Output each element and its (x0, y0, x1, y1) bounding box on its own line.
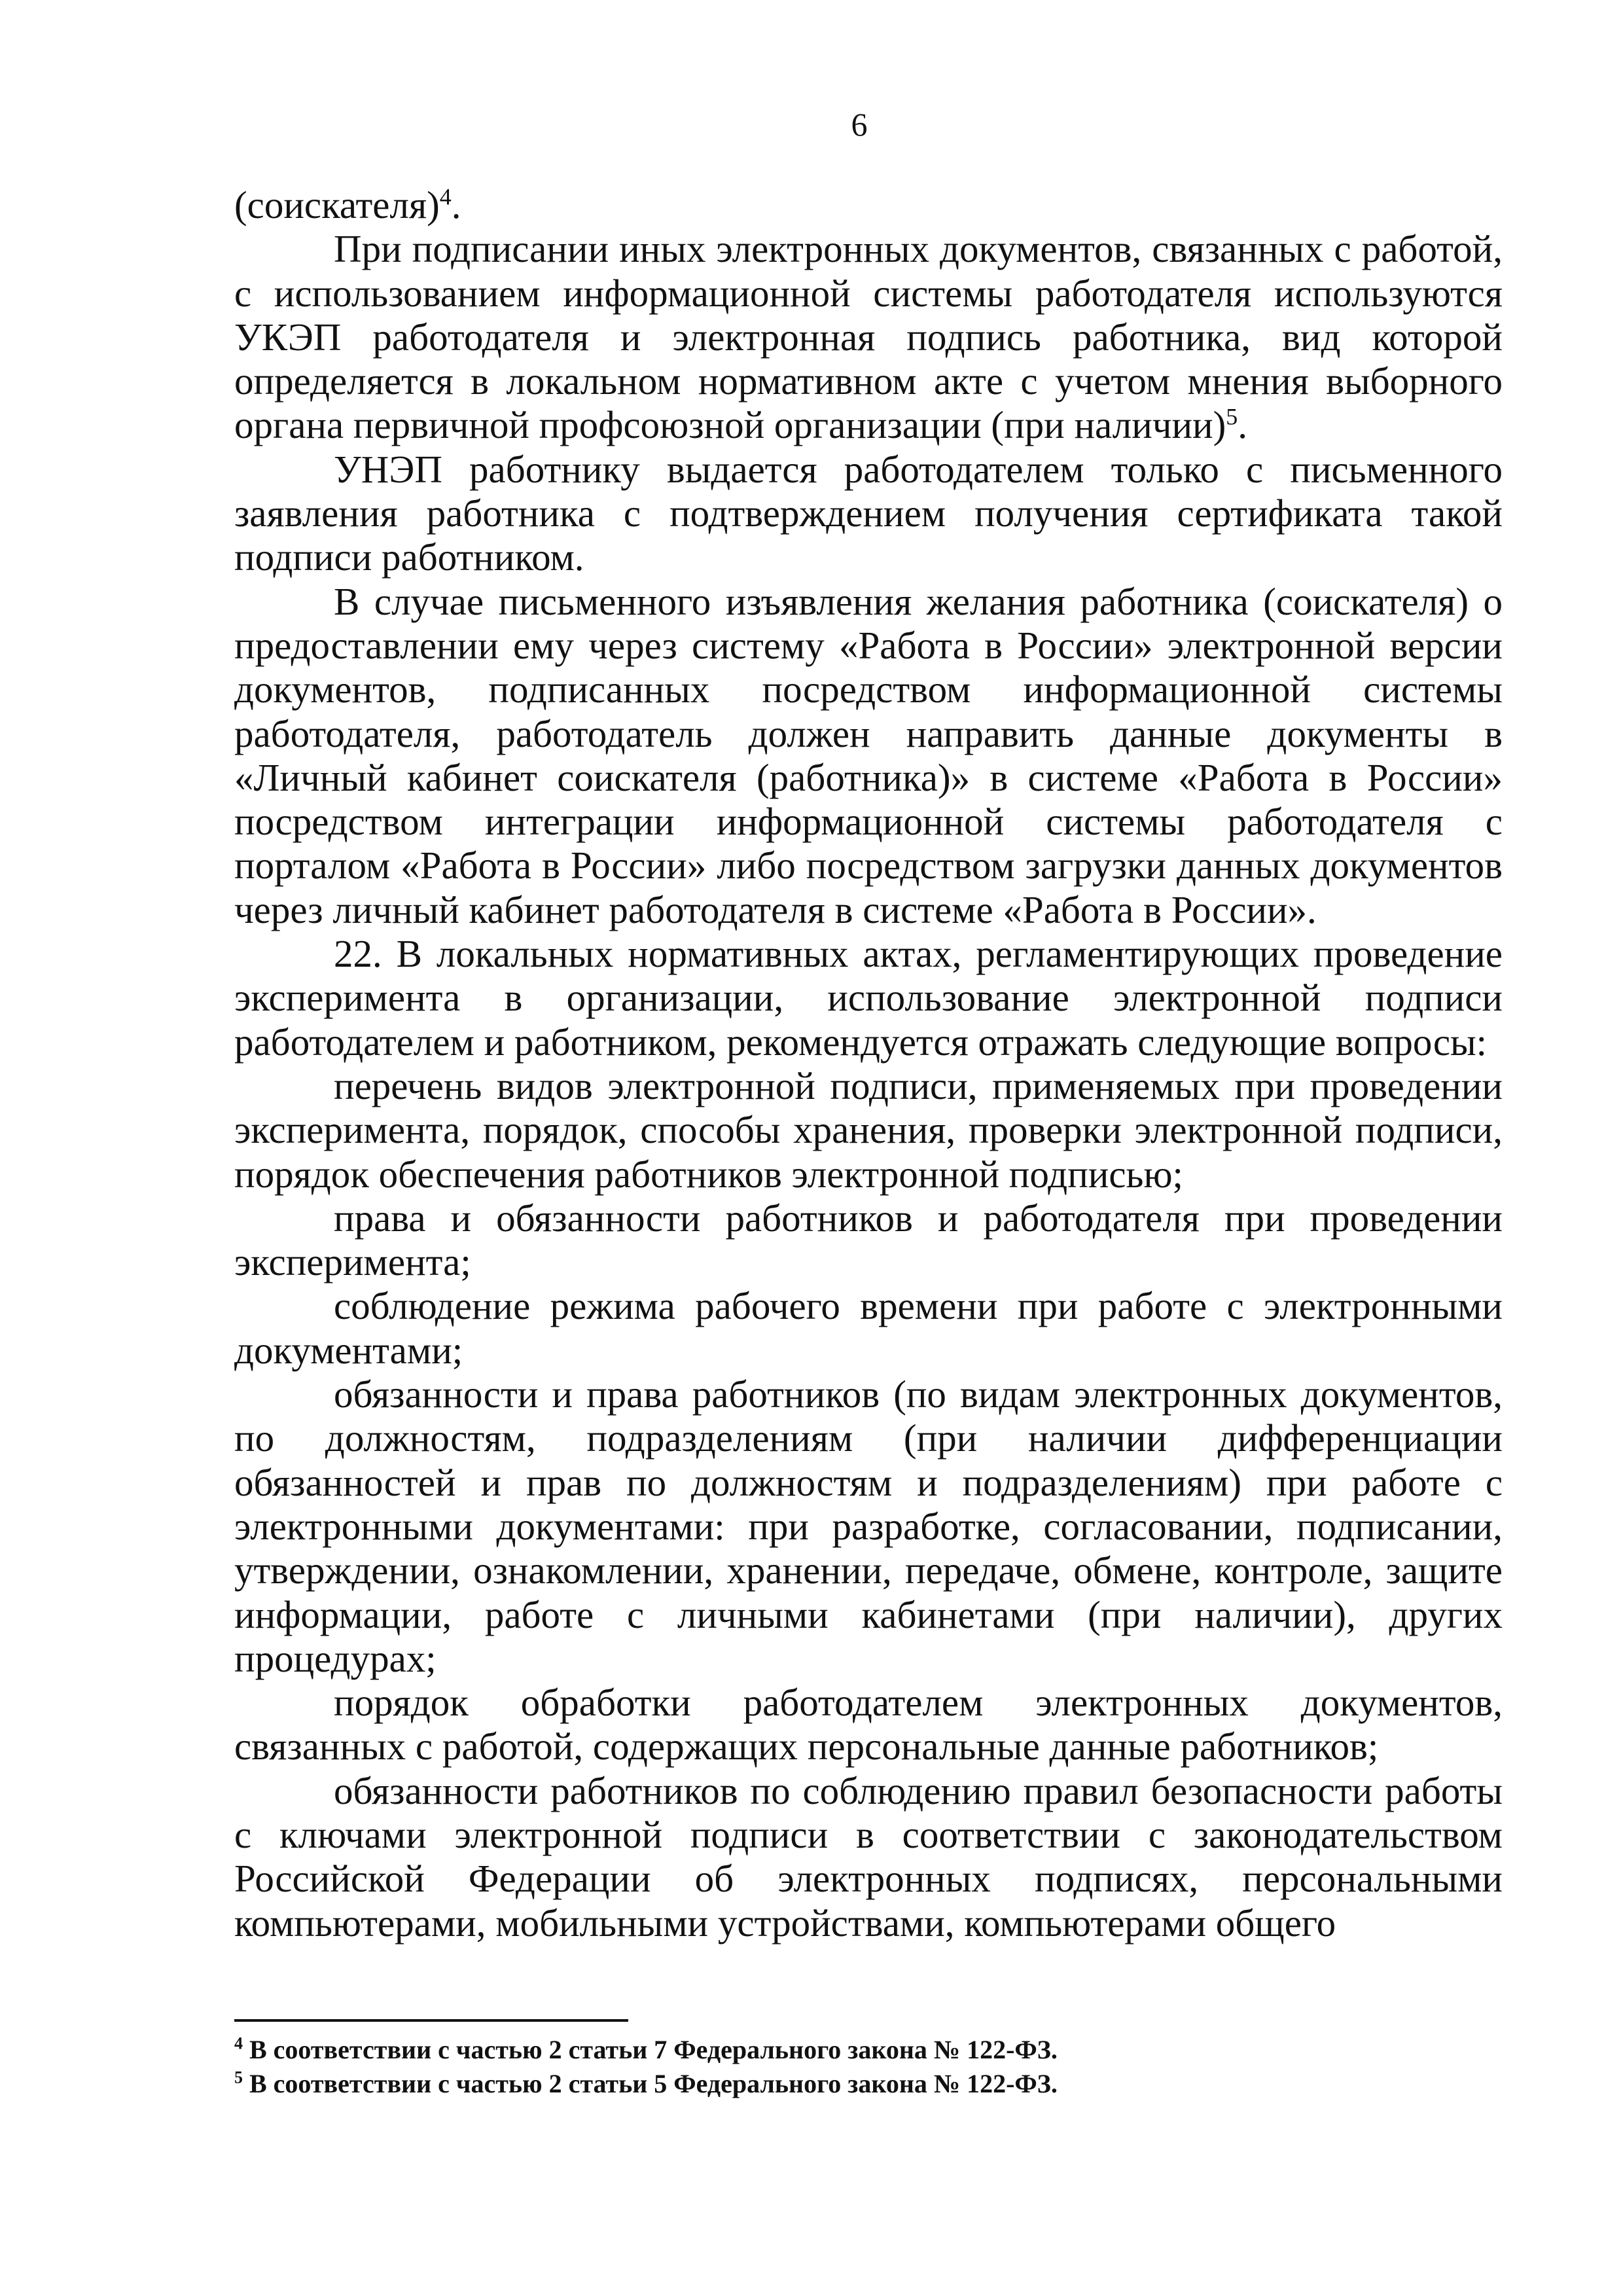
footnotes (234, 2033, 1503, 2101)
footnote-5 (234, 2067, 1503, 2101)
list-item: перечень видов электронной подписи, применяемых при проведении эксперимента, порядок, способы хранения, проверки электронной подписи, порядок обеспечения работников электронной подписью; (234, 1064, 1503, 1196)
document-body (234, 183, 1503, 1945)
footnote-mark: 5 (234, 2068, 243, 2087)
page-number: 6 (851, 106, 868, 143)
footnote-mark: 4 (234, 2034, 243, 2053)
paragraph-unep: УНЭП работнику выдается работодателем только с письменного заявления работника с подтверждением получения сертификата такой подписи работником. (234, 447, 1503, 579)
paragraph-tail: . (1238, 403, 1247, 447)
list-item: соблюдение режима рабочего времени при работе с электронными документами; (234, 1284, 1503, 1372)
paragraph-continuation (234, 183, 1503, 227)
paragraph-text: При подписании иных электронных документов, связанных с работой, с использованием информационной системы работодателя используются УКЭП работодателя и электронная подпись работника, вид которой определяется в локальном нормативном акте с учетом мнения выборного органа первичной профсоюзной организации (при наличии) (234, 227, 1503, 447)
list-item: права и обязанности работников и работодателя при проведении эксперимента; (234, 1196, 1503, 1284)
footnote-ref-4: 4 (439, 183, 452, 210)
list-item: обязанности и права работников (по видам электронных документов, по должностям, подразделениям (при наличии дифференциации обязанностей и прав по должностям и подразделениям) при работе с электронными документами: при разработке, согласовании, подписании, утверждении, ознакомлении, хранении, передаче, обмене, контроле, защите информации, работе с личными кабинетами (при наличии), других процедурах; (234, 1372, 1503, 1680)
list-item: обязанности работников по соблюдению правил безопасности работы с ключами электронной подписи в соответствии с законодательством Российской Федерации об электронных подписях, персональными компьютерами, мобильными устройствами, компьютерами общего (234, 1768, 1503, 1945)
footnote-divider (234, 2019, 628, 2022)
footnote-text: В соответствии с частью 2 статьи 7 Федерального закона № 122-ФЗ. (243, 2035, 1058, 2064)
paragraph-clause-22: 22. В локальных нормативных актах, регламентирующих проведение эксперимента в организации, использование электронной подписи работодателем и работником, рекомендуется отражать следующие вопросы: (234, 932, 1503, 1064)
footnote-text: В соответствии с частью 2 статьи 5 Федерального закона № 122-ФЗ. (243, 2069, 1058, 2098)
list-item: порядок обработки работодателем электронных документов, связанных с работой, содержащих персональные данные работников; (234, 1681, 1503, 1768)
footnote-ref-5: 5 (1226, 403, 1238, 430)
paragraph-signing (234, 227, 1503, 447)
footnote-4 (234, 2033, 1503, 2067)
paragraph-tail: . (451, 183, 461, 226)
paragraph-text: (соискателя) (234, 183, 440, 226)
paragraph-rabota-v-rossii: В случае письменного изъявления желания работника (соискателя) о предоставлении ему через систему «Работа в России» электронной версии документов, подписанных посредством информационной системы работодателя, работодатель должен направить данные документы в «Личный кабинет соискателя (работника)» в системе «Работа в России» посредством интеграции информационной системы работодателя с порталом «Работа в России» либо посредством загрузки данных документов через личный кабинет работодателя в системе «Работа в России». (234, 579, 1503, 931)
